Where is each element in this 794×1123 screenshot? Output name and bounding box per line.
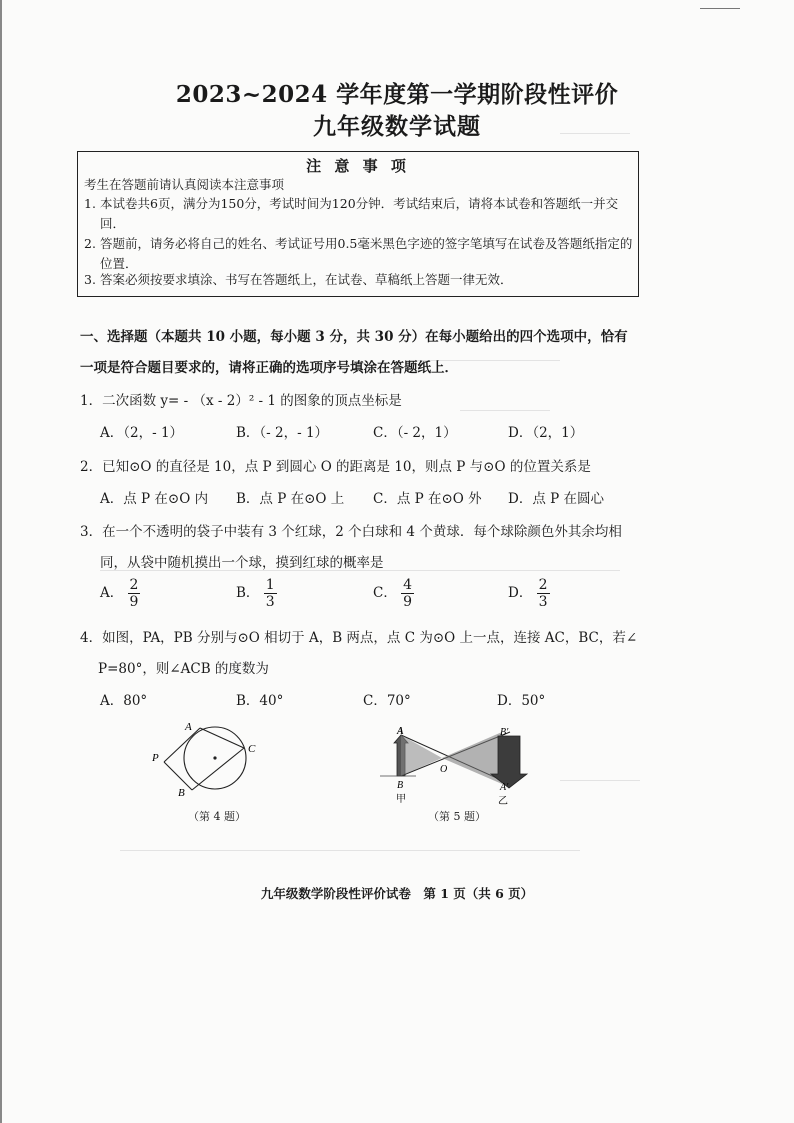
notice-item-text: 本试卷共6页，满分为150分，考试时间为120分钟．考试结束后，请将本试卷和答题纸一并交回．: [100, 196, 619, 231]
section-heading: 一、选择题（本题共 10 小题，每小题 3 分，共 30 分）在每小题给出的四个选项中，恰有: [80, 329, 628, 345]
label-jia: 甲: [396, 794, 406, 805]
question-text: 二次函数 y= - （x - 2）² - 1 的图象的顶点坐标是: [102, 393, 402, 409]
exam-title: 2023~2024 学年度第一学期阶段性评价: [175, 81, 619, 108]
segment-ac: [200, 728, 244, 748]
fraction: [401, 577, 414, 610]
figure-caption: （第 5 题）: [428, 810, 486, 823]
tangent-pb: [164, 762, 192, 790]
question-text: 已知⊙O 的直径是 10，点 P 到圆心 O 的距离是 10，则点 P 与⊙O 的位置关系是: [102, 459, 591, 475]
question-number: 1．: [80, 393, 103, 409]
fraction: [128, 577, 141, 610]
segment-bc: [192, 748, 244, 790]
page-footer: 九年级数学阶段性评价试卷 第 1 页（共 6 页）: [260, 886, 534, 901]
option-a: A．点 P 在⊙O 内: [100, 491, 209, 507]
option-c: C．70°: [363, 693, 411, 709]
notice-box: [77, 151, 639, 297]
numerator: 2: [129, 577, 139, 593]
notice-item-text: 答案必须按要求填涂、书写在答题纸上，在试卷、草稿纸上答题一律无效．: [100, 272, 513, 287]
shade-left: [401, 735, 442, 776]
option-c: C．（- 2，1）: [373, 425, 457, 441]
notice-item-text: 答题前，请务必将自己的姓名、考试证号用0.5毫米黑色字迹的签字笔填写在试卷及答题纸指定的位置．: [100, 236, 633, 271]
fraction: [537, 577, 550, 610]
option-c: C．点 P 在⊙O 外: [373, 491, 482, 507]
option-a: [100, 577, 140, 610]
option-d: D．50°: [497, 693, 546, 709]
notice-item-number: 1.: [84, 196, 96, 211]
question-3: [80, 520, 640, 540]
notice-item-number: 3.: [84, 272, 96, 287]
notice-intro: 考生在答题前请认真阅读本注意事项: [84, 177, 285, 192]
question-4: [80, 626, 640, 646]
label-a-prime: A′: [500, 782, 509, 793]
section-heading: 一项是符合题目要求的，请将正确的选项序号填涂在答题纸上．: [80, 360, 458, 376]
denominator: 9: [403, 594, 413, 610]
label-c: C: [248, 743, 256, 755]
label-b-prime: B′: [500, 727, 509, 738]
notice-item-number: 2.: [84, 236, 96, 251]
question-3-continued: 同，从袋中随机摸出一个球，摸到红球的概率是: [100, 555, 384, 571]
option-a: A．（2，- 1）: [100, 425, 184, 441]
bleed-through: [120, 850, 580, 851]
denominator: 9: [129, 594, 139, 610]
numerator: 1: [265, 577, 275, 593]
option-letter: B．: [236, 585, 260, 601]
exam-subtitle: 九年级数学试题: [313, 113, 481, 140]
question-2: [80, 455, 640, 475]
label-b: B: [178, 787, 185, 799]
question-number: 4．: [80, 630, 103, 646]
scan-edge: [0, 0, 2, 1123]
option-d: D．（2，1）: [508, 425, 584, 441]
numerator: 2: [538, 577, 548, 593]
center-o: [213, 756, 216, 759]
question-1: [80, 389, 640, 409]
label-a: A: [185, 721, 192, 733]
notice-title: 注 意 事 项: [306, 157, 410, 175]
label-yi: 乙: [498, 796, 508, 807]
bleed-through: [560, 780, 640, 781]
tangent-pa: [164, 728, 200, 762]
scan-mark: [700, 8, 740, 9]
option-a: A．80°: [100, 693, 148, 709]
figure-q5-projection: [380, 722, 540, 808]
option-letter: C．: [373, 585, 397, 601]
fraction: [264, 577, 277, 610]
question-text: 如图，PA，PB 分别与⊙O 相切于 A，B 两点，点 C 为⊙O 上一点，连接 AC，BC，若∠: [102, 630, 638, 646]
option-letter: D．: [508, 585, 533, 601]
bleed-through: [460, 410, 550, 411]
option-b: B．（- 2，- 1）: [236, 425, 329, 441]
option-c: [373, 577, 414, 610]
option-b: [236, 577, 277, 610]
denominator: 3: [265, 594, 275, 610]
option-d: [508, 577, 550, 610]
option-d: D．点 P 在圆心: [508, 491, 604, 507]
option-b: B．点 P 在⊙O 上: [236, 491, 345, 507]
numerator: 4: [403, 577, 413, 593]
question-number: 3．: [80, 524, 103, 540]
figure-caption: （第 4 题）: [188, 810, 246, 823]
label-a: A: [397, 726, 404, 737]
shade-right: [442, 732, 502, 784]
question-4-continued: P=80°，则∠ACB 的度数为: [98, 661, 269, 677]
label-b: B: [397, 780, 404, 791]
figure-q4-circle-tangents: [140, 718, 280, 800]
question-text: 在一个不透明的袋子中装有 3 个红球，2 个白球和 4 个黄球．每个球除颜色外其余均相: [102, 524, 622, 540]
question-number: 2．: [80, 459, 103, 475]
option-letter: A．: [100, 585, 124, 601]
option-b: B．40°: [236, 693, 284, 709]
denominator: 3: [538, 594, 548, 610]
label-o: O: [440, 764, 448, 775]
label-p: P: [152, 752, 159, 764]
